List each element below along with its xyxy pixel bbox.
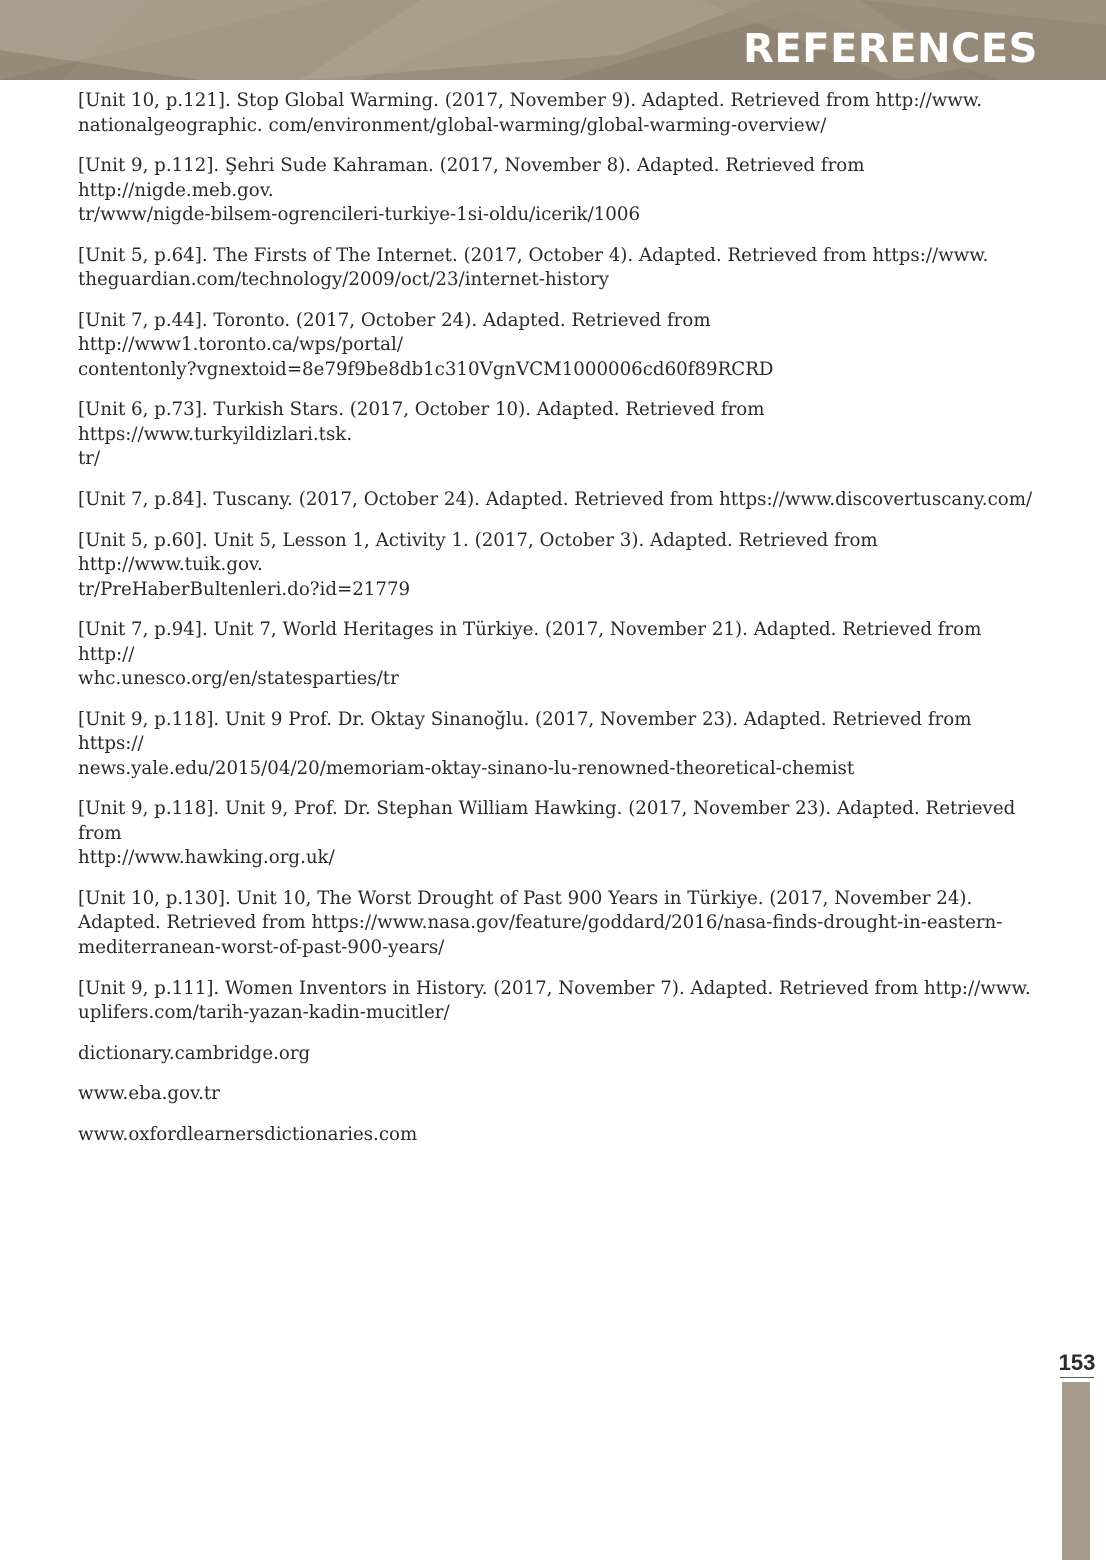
reference-list (78, 89, 1038, 1163)
reference-entry: dictionary.cambridge.org (78, 1042, 311, 1064)
reference-entry: [Unit 10, p.121]. Stop Global Warming. (2017, November 9). Adapted. Retrieved from http://www. nationalgeographic. com/environment/global-warming/global-warming-overview/ (78, 90, 983, 136)
reference-entry: [Unit 9, p.111]. Women Inventors in History. (2017, November 7). Adapted. Retrieved from http://www. uplifers.com/tarih-yazan-kadin-mucitler/ (78, 977, 1031, 1024)
reference-entry: [Unit 5, p.60]. Unit 5, Lesson 1, Activity 1. (2017, October 3). Adapted. Retrieved from http://www.tuik.gov. tr/PreHaberBultenleri.do?id=21779 (78, 529, 878, 600)
reference-entry: [Unit 9, p.118]. Unit 9 Prof. Dr. Oktay Sinanoğlu. (2017, November 23). Adapted. Retrieved from https:// news.yale.edu/2015/04/20/memoriam-oktay-sinano-lu-renowned-theoretical-chemist (78, 708, 972, 779)
reference-entry: [Unit 7, p.44]. Toronto. (2017, October 24). Adapted. Retrieved from http://www1.toronto.ca/wps/portal/ contentonly?vgnextoid=8e79f9be8db1c310VgnVCM1000006cd60f89RCRD (78, 309, 774, 380)
page-number-underline (1060, 1377, 1094, 1378)
reference-entry: www.eba.gov.tr (78, 1083, 220, 1105)
reference-entry: [Unit 7, p.94]. Unit 7, World Heritages in Türkiye. (2017, November 21). Adapted. Retrieved from http:// whc.unesco.org/en/statesparties/tr (78, 619, 982, 690)
reference-entry: www.oxfordlearnersdictionaries.com (78, 1123, 418, 1145)
reference-entry: [Unit 9, p.118]. Unit 9, Prof. Dr. Stephan William Hawking. (2017, November 23). Adapted. Retrieved from http://www.hawking.org.uk/ (78, 798, 1016, 869)
reference-entry: [Unit 9, p.112]. Şehri Sude Kahraman. (2017, November 8). Adapted. Retrieved from http://nigde.meb.gov. tr/www/nigde-bilsem-ogrencileri-turkiye-1si-oldu/icerik/1006 (78, 155, 865, 226)
page-number: 153 (1058, 1350, 1096, 1375)
reference-entry: [Unit 10, p.130]. Unit 10, The Worst Drought of Past 900 Years in Türkiye. (2017, November 24). Adapted. Retrieved from https://www.nasa.gov/feature/goddard/2016/nasa-finds-drought-in-eastern- mediterranean-worst-of-past-900-years/ (78, 887, 1003, 958)
reference-entry: [Unit 7, p.84]. Tuscany. (2017, October 24). Adapted. Retrieved from https://www.discovertuscany.com/ (78, 488, 1033, 510)
page-side-bar (1062, 1382, 1090, 1560)
reference-entry: [Unit 6, p.73]. Turkish Stars. (2017, October 10). Adapted. Retrieved from https://www.turkyildizlari.tsk. tr/ (78, 399, 765, 470)
header-band (0, 0, 1106, 80)
reference-entry: [Unit 5, p.64]. The Firsts of The Internet. (2017, October 4). Adapted. Retrieved from https://www. theguardian.com/technology/2009/oct/23/internet-history (78, 244, 989, 291)
page-title: REFERENCES (743, 26, 1038, 72)
